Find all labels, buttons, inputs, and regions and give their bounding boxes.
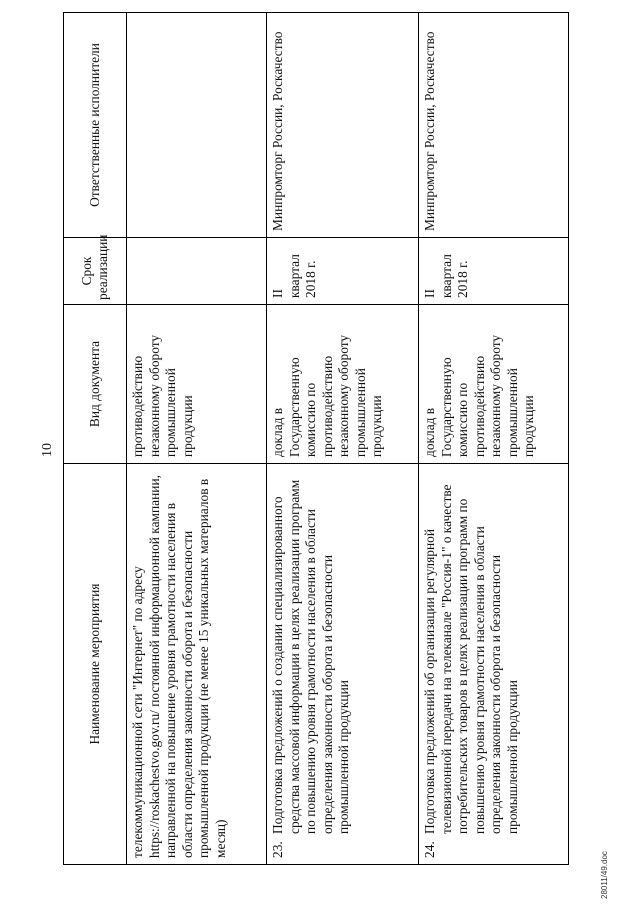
row-term-cell [419, 238, 569, 305]
row-exec: Минпромторг России, Роскачество [422, 31, 437, 231]
row-number: 24. [422, 841, 437, 858]
row-name-cell [419, 464, 569, 865]
header-name: Наименование мероприятия [64, 464, 127, 865]
row-name: телекоммуникационной сети "Интернет" по адресу https://roskachestvo.gov.ru/ постоянной информационной кампании, направленной на повышение уровня грамотности населения в области определения законности оборота и безопасности промышленной продукции (не менее 15 уникальных материалов в месяц) [130, 475, 228, 858]
table-header-row [64, 13, 127, 865]
row-exec-cell [419, 13, 569, 238]
row-doc-cell [267, 305, 419, 464]
row-exec-cell [267, 13, 419, 238]
row-exec-cell [127, 13, 267, 238]
row-term: II квартал 2018 г. [270, 254, 318, 298]
table-row [419, 13, 569, 865]
header-term: Срок реализации [64, 238, 127, 305]
row-name-cell [127, 464, 267, 865]
row-name: Подготовка предложений об организации регулярной телевизионной передачи на телеканале "Россия-1" о качестве потребительских товаров в целях реализации программ по повышению уровня грамотности населения в области определения законности оборота и безопасности промышленной продукции [422, 484, 520, 834]
row-doc-cell [127, 305, 267, 464]
row-number: 23. [270, 841, 285, 858]
row-name-cell [267, 464, 419, 865]
row-term-cell [127, 238, 267, 305]
table-row [127, 13, 267, 865]
measures-table [63, 12, 569, 865]
page-number: 10 [40, 443, 55, 457]
row-doc: доклад в Государственную комиссию по противодействию незаконному обороту промышленной продукции [270, 334, 384, 457]
row-term: II квартал 2018 г. [422, 254, 470, 298]
row-term-cell [267, 238, 419, 305]
row-exec: Минпромторг России, Роскачество [270, 31, 285, 231]
file-footer: 28011/49.doc [600, 851, 609, 899]
row-name: Подготовка предложений о создании специализированного средства массовой информации в целях реализации программ по повышению уровня грамотности населения в области определения законности оборота и безопасности промышленной продукции [270, 479, 351, 834]
row-doc: доклад в Государственную комиссию по противодействию незаконному обороту промышленной продукции [422, 334, 536, 457]
header-executors: Ответственные исполнители [64, 13, 127, 238]
header-doc-type: Вид документа [64, 305, 127, 464]
table-row [267, 13, 419, 865]
row-doc-cell [419, 305, 569, 464]
row-doc: противодействию незаконному обороту промышленной продукции [130, 334, 195, 457]
